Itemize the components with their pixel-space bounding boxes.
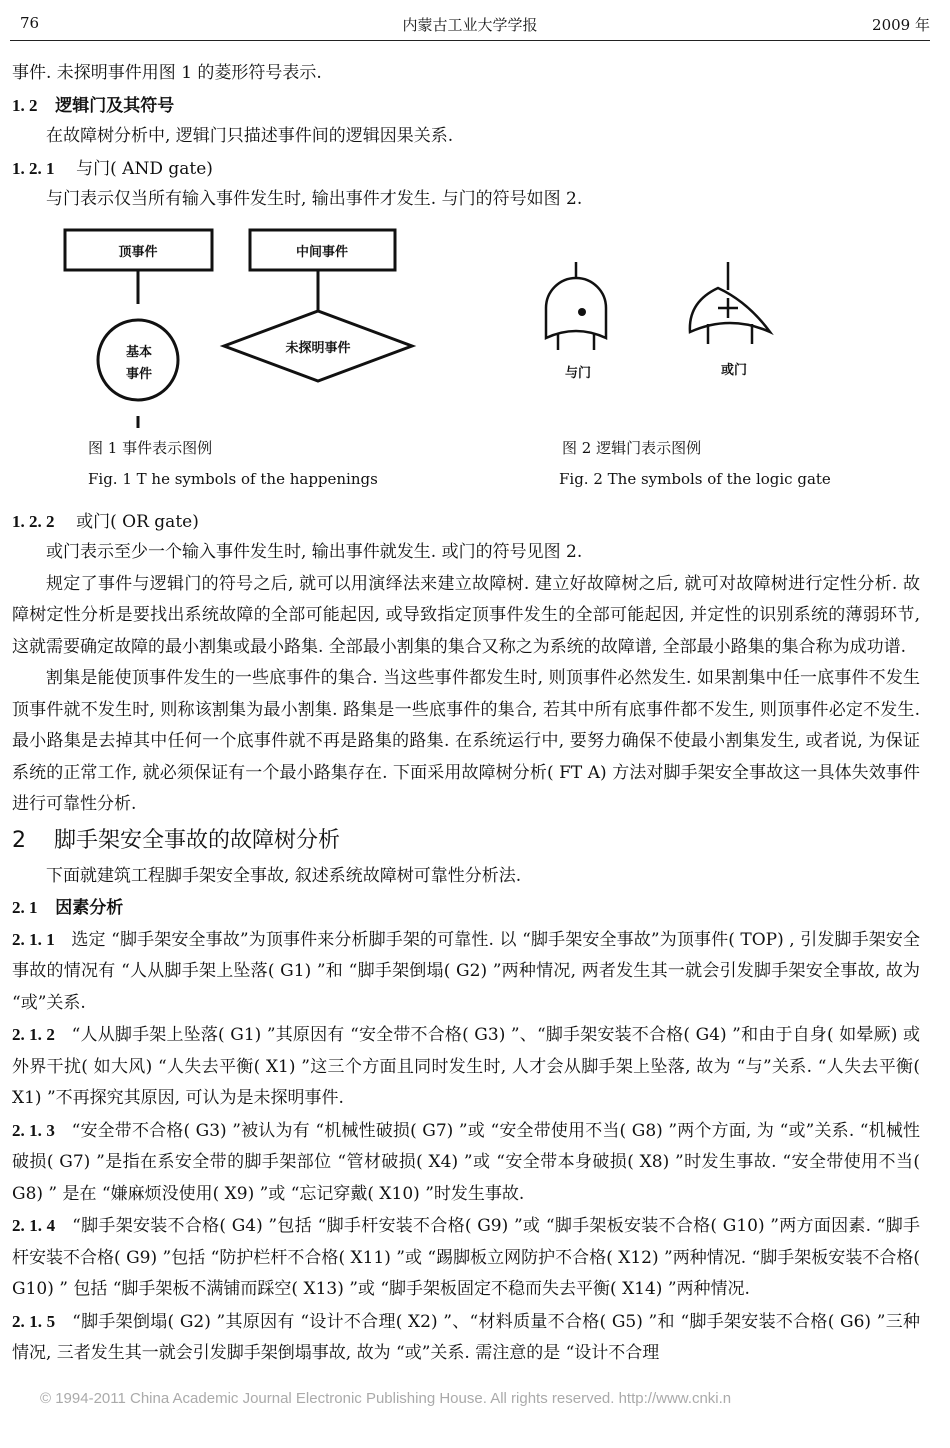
year: 2009 年 (872, 16, 930, 34)
text-line: 与门表示仅当所有输入事件发生时, 输出事件才发生. 与门的符号如图 2. (46, 189, 583, 209)
label-intermediate-event: 中间事件 (295, 244, 349, 260)
figure-2-caption-cn: 图 2 逻辑门表示图例 (562, 438, 702, 457)
numbered-item: 2. 1. 3 “安全带不合格( G3) ”被认为有 “机械性破损( G7) ”或 “安全带使用不当( G8) ”两个方面, 为 “或”关系. “机械性破损( G7) ”是指在系安全带的脚手架部位 “管材破损( X4) ”或 “安全带本身破损( X8) ”时发生事故. “安全带使用不当( G8) ” 是在 “嫌麻烦没使用( X9) ”或 “忘记穿戴( X10) ”时发生事故. (12, 1120, 920, 1204)
figure-1-symbols (65, 230, 412, 428)
or-gate-shape (690, 288, 770, 332)
basic-event-circle (98, 320, 178, 400)
paragraph: 规定了事件与逻辑门的符号之后, 就可以用演绎法来建立故障树. 建立好故障树之后, 就可对故障树进行定性分析. 故障树定性分析是要找出系统故障的全部可能起因, 或导致指定顶事件发生的全部可能起因, 并定性的识别系统的薄弱环节, 这就需要确定故障的最小割集或最小路集. 全部最小割集的集合又称之为系统的故障谱, 全部最小路集的集合称为成功谱. (12, 573, 920, 657)
section-heading-2-1: 2. 1 因素分析 (12, 898, 124, 918)
label-and-gate: 与门 (564, 365, 592, 381)
label-basic-2: 事件 (125, 366, 153, 382)
figure-2-labels (565, 362, 747, 381)
journal-name: 内蒙古工业大学学报 (402, 16, 538, 34)
section-heading-1-2-2: 1. 2. 2 或门( OR gate) (12, 511, 199, 532)
paragraph: 割集是能使顶事件发生的一些底事件的集合. 当这些事件都发生时, 则顶事件必然发生. 如果割集中任一底事件不发生顶事件就不发生时, 则称该割集为最小割集. 路集是一些底事件的集合, 若其中所有底事件都不发生, 则顶事件必定不发生. 最小路集是去掉其中任何一个底事件就不再是路集的路集. 在系统运行中, 要努力确保不使最小割集发生, 或者说, 为保证系统的正常工作, 就必须保证有一个最小路集存在. 下面采用故障树分析( FT A) 方法对脚手架安全事故这一具体失效事件进行可靠性分析. (12, 668, 920, 814)
running-header (10, 10, 930, 41)
and-gate-dot (578, 308, 586, 316)
text-line: 或门表示至少一个输入事件发生时, 输出事件就发生. 或门的符号见图 2. (46, 542, 583, 562)
section-heading-1-2: 1. 2 逻辑门及其符号 (12, 95, 175, 116)
page-number: 76 (20, 14, 40, 32)
numbered-item: 2. 1. 1 选定 “脚手架安全事故”为顶事件来分析脚手架的可靠性. 以 “脚手架安全事故”为顶事件( TOP) , 引发脚手架安全事故的情况有 “人从脚手架上坠落( G1) ”和 “脚手架倒塌( G2) ”两种情况, 两者发生其一就会引发脚手架安全事故, 故为 “或”关系. (12, 929, 920, 1013)
label-top-event: 顶事件 (118, 244, 158, 260)
figure-1-caption-cn: 图 1 事件表示图例 (88, 438, 213, 457)
label-undeveloped-event: 未探明事件 (285, 340, 351, 356)
numbered-item: 2. 1. 5 “脚手架倒塌( G2) ”其原因有 “设计不合理( X2) ”、“材料质量不合格( G5) ”和 “脚手架安装不合格( G6) ”三种情况, 三者发生其一就会引发脚手架倒塌事故, 故为 “或”关系. 需注意的是 “设计不合理 (12, 1311, 920, 1363)
figure-drawings (12, 216, 920, 436)
and-gate-shape (546, 278, 606, 338)
article-body (12, 58, 920, 1370)
figure-2-caption-en: Fig. 2 The symbols of the logic gate (559, 469, 831, 488)
numbered-item: 2. 1. 4 “脚手架安装不合格( G4) ”包括 “脚手杆安装不合格( G9) ”或 “脚手架板安装不合格( G10) ”两方面因素. “脚手杆安装不合格( G9) ”包括 “防护栏杆不合格( X11) ”或 “踢脚板立网防护不合格( X12) ”两种情况. “脚手架板安装不合格( G10) ” 包括 “脚手架板不满铺而踩空( X13) ”或 “脚手架板固定不稳而失去平衡( X14) ”两种情况. (12, 1216, 920, 1299)
label-basic-1: 基本 (125, 344, 153, 360)
figures-row (12, 216, 920, 506)
section-heading-2: 2 脚手架安全事故的故障树分析 (12, 827, 340, 853)
label-or-gate: 或门 (720, 362, 748, 378)
text-line: 事件. 未探明事件用图 1 的菱形符号表示. (12, 63, 322, 83)
copyright-footer: © 1994-2011 China Academic Journal Electronic Publishing House. All rights reserved. http://www.cnki.n (40, 1390, 732, 1407)
figure-2-symbols (546, 262, 770, 350)
text-line: 下面就建筑工程脚手架安全事故, 叙述系统故障树可靠性分析法. (46, 865, 522, 886)
figure-1-caption-en: Fig. 1 T he symbols of the happenings (88, 469, 378, 488)
section-heading-1-2-1: 1. 2. 1 与门( AND gate) (12, 158, 213, 179)
text-line: 在故障树分析中, 逻辑门只描述事件间的逻辑因果关系. (46, 126, 454, 146)
numbered-item: 2. 1. 2 “人从脚手架上坠落( G1) ”其原因有 “安全带不合格( G3) ”、“脚手架安装不合格( G4) ”和由于自身( 如晕厥) 或外界干扰( 如大风) “人失去平衡( X1) ”这三个方面且同时发生时, 人才会从脚手架上坠落, 故为 “与”关系. “人失去平衡( X1) ”不再探究其原因, 可认为是未探明事件. (12, 1025, 920, 1108)
